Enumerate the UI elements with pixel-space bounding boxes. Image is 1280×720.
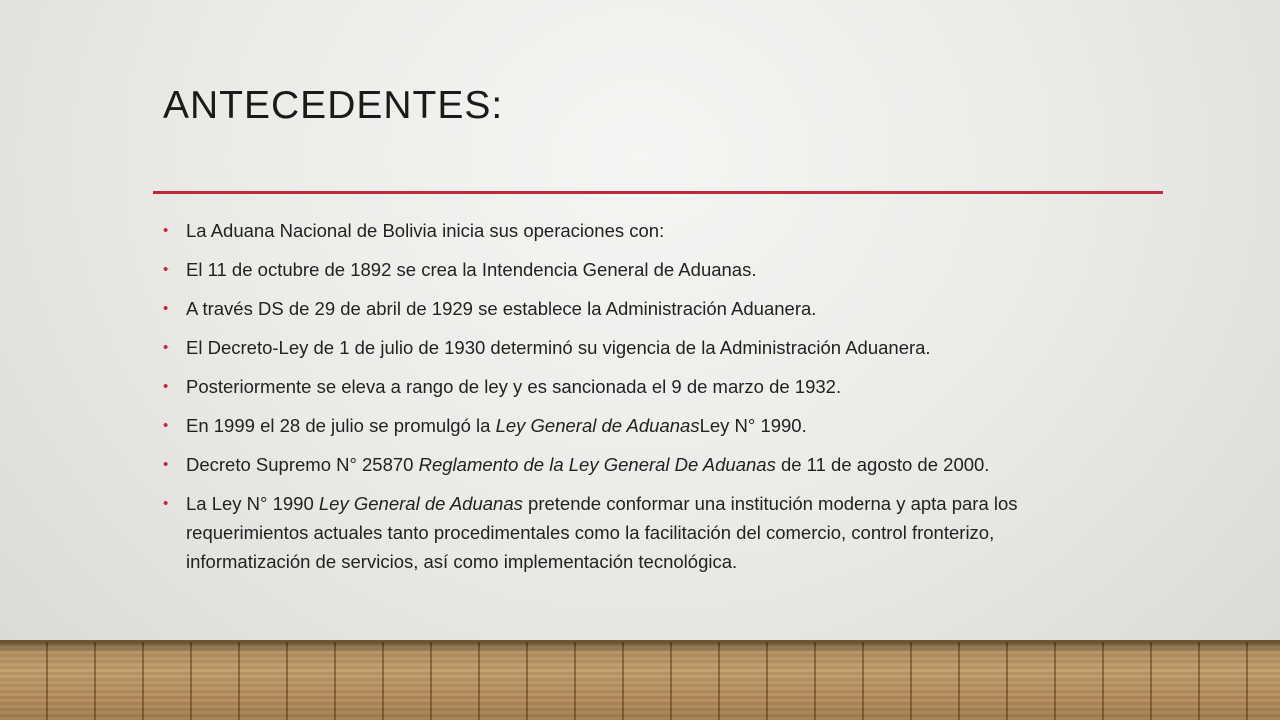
title-divider: [153, 191, 1163, 194]
bullet-item: [163, 216, 1123, 245]
bullet-text: El Decreto-Ley de 1 de julio de 1930 determinó su vigencia de la Administración Aduanera.: [186, 337, 931, 358]
slide-title: ANTECEDENTES:: [163, 84, 504, 127]
bullet-list: [163, 216, 1123, 586]
law-title-italic: Ley General de Aduanas: [495, 415, 700, 436]
bullet-item: [163, 333, 1123, 362]
bullet-item: [163, 489, 1123, 576]
bullet-text-start: En 1999 el 28 de julio se promulgó la: [186, 415, 496, 436]
wood-floor-decoration: [0, 642, 1280, 720]
bullet-item: [163, 255, 1123, 284]
bullet-icon: •: [163, 300, 169, 317]
bullet-text-start: Decreto Supremo N° 25870: [186, 454, 419, 475]
bullet-text-end: pretende conformar una institución moderna y apta para los requerimientos actuales tanto procedimentales como la facilitación del comercio, control fronterizo, informatización de servicios, así como implementación tecnológica.: [186, 493, 1018, 572]
bullet-text-start: La Ley N° 1990: [186, 493, 319, 514]
bullet-icon: •: [163, 456, 169, 473]
bullet-text-end: Ley N° 1990.: [699, 415, 807, 436]
bullet-item: [163, 372, 1123, 401]
bullet-icon: •: [163, 339, 169, 356]
bullet-icon: •: [163, 222, 169, 239]
bullet-item: [163, 411, 1123, 440]
floor-shadow: [0, 642, 1280, 652]
bullet-icon: •: [163, 378, 169, 395]
bullet-text: Posteriormente se eleva a rango de ley y es sancionada el 9 de marzo de 1932.: [186, 376, 842, 397]
law-title-italic: Ley General de Aduanas: [318, 493, 523, 514]
bullet-icon: •: [163, 261, 169, 278]
bullet-item: [163, 450, 1123, 479]
bullet-icon: •: [163, 417, 169, 434]
bullet-item: [163, 294, 1123, 323]
bullet-text: El 11 de octubre de 1892 se crea la Intendencia General de Aduanas.: [186, 259, 757, 280]
bullet-text: La Aduana Nacional de Bolivia inicia sus operaciones con:: [186, 220, 665, 241]
bullet-text: A través DS de 29 de abril de 1929 se establece la Administración Aduanera.: [186, 298, 817, 319]
bullet-text-end: de 11 de agosto de 2000.: [775, 454, 990, 475]
bullet-icon: •: [163, 495, 169, 512]
regulation-title-italic: Reglamento de la Ley General De Aduanas: [418, 454, 776, 475]
